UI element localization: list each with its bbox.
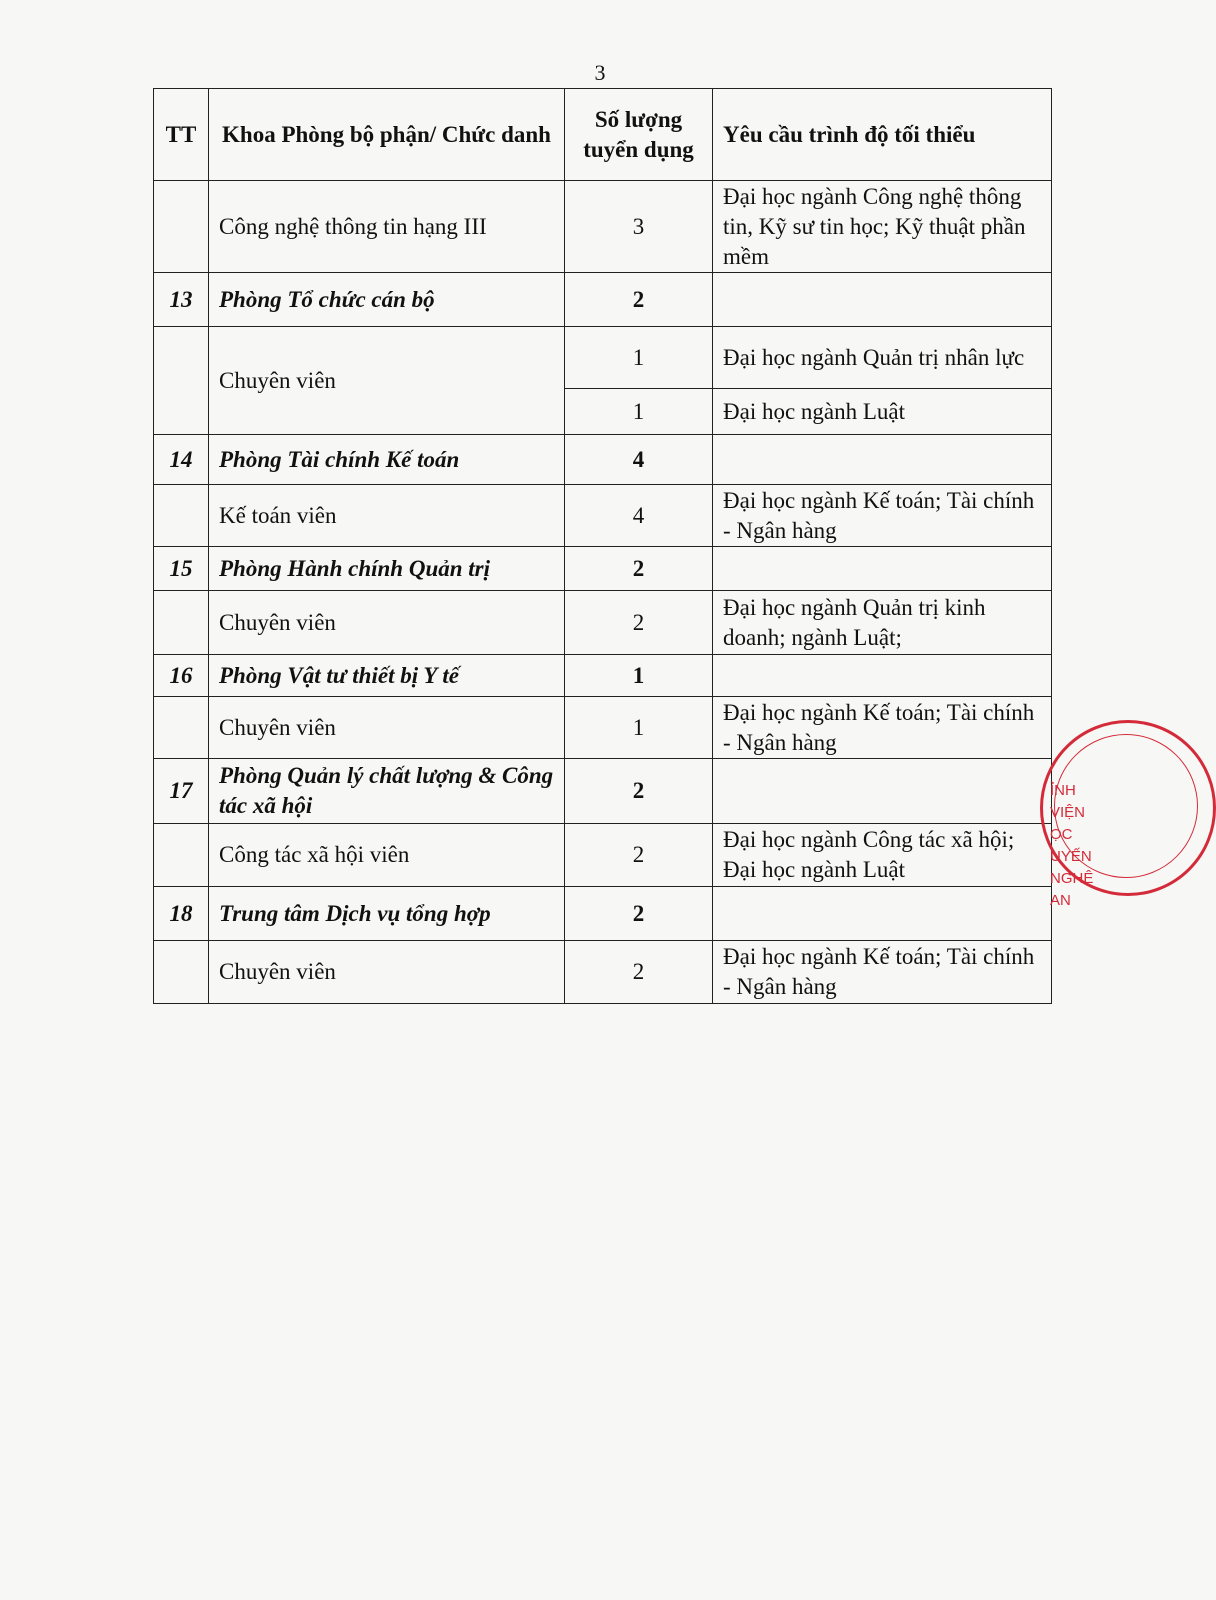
row-requirement: Đại học ngành Kế toán; Tài chính - Ngân hàng [713,485,1052,547]
official-seal [1040,700,1160,909]
row-tt: 18 [154,887,209,941]
row-count: 2 [565,887,713,941]
page-number: 3 [594,60,606,85]
department-row [154,273,1052,327]
row-tt: 17 [154,759,209,824]
row-tt [154,327,209,435]
seal-text: ỈNH VIỆN ỌC UYẾN NGHỆ AN [1050,782,1094,909]
row-requirement: Đại học ngành Quản trị nhân lực [713,327,1052,389]
header-tt: TT [154,89,209,181]
row-count: 2 [565,273,713,327]
row-position: Kế toán viên [209,485,565,547]
row-tt [154,485,209,547]
row-tt [154,941,209,1004]
row-requirement [713,887,1052,941]
row-position: Chuyên viên [209,941,565,1004]
row-tt: 14 [154,435,209,485]
row-tt: 15 [154,547,209,591]
row-tt [154,824,209,887]
row-requirement: Đại học ngành Công tác xã hội; Đại học ngành Luật [713,824,1052,887]
row-tt [154,181,209,273]
header-count: Số lượng tuyển dụng [565,89,713,181]
row-department: Phòng Tổ chức cán bộ [209,273,565,327]
table-row [154,485,1052,547]
row-department: Phòng Hành chính Quản trị [209,547,565,591]
department-row [154,435,1052,485]
department-row [154,547,1052,591]
table-row [154,591,1052,655]
row-requirement: Đại học ngành Kế toán; Tài chính - Ngân hàng [713,941,1052,1004]
row-department: Phòng Quản lý chất lượng & Công tác xã hội [209,759,565,824]
header-name: Khoa Phòng bộ phận/ Chức danh [209,89,565,181]
row-requirement [713,655,1052,697]
row-count: 1 [565,327,713,389]
department-row [154,655,1052,697]
table-header-row [154,89,1052,181]
row-position: Công tác xã hội viên [209,824,565,887]
table-row [154,941,1052,1004]
row-tt: 16 [154,655,209,697]
row-count: 2 [565,759,713,824]
row-requirement [713,435,1052,485]
row-requirement [713,273,1052,327]
row-count: 4 [565,485,713,547]
row-position: Công nghệ thông tin hạng III [209,181,565,273]
row-position: Chuyên viên [209,591,565,655]
row-tt [154,591,209,655]
department-row [154,759,1052,824]
row-count: 4 [565,435,713,485]
row-department: Phòng Tài chính Kế toán [209,435,565,485]
row-count: 1 [565,389,713,435]
row-requirement: Đại học ngành Luật [713,389,1052,435]
recruitment-table [153,88,1052,1004]
row-position: Chuyên viên [209,327,565,435]
table-row [154,824,1052,887]
row-count: 1 [565,655,713,697]
row-requirement: Đại học ngành Kế toán; Tài chính - Ngân hàng [713,697,1052,759]
row-count: 3 [565,181,713,273]
row-requirement: Đại học ngành Quản trị kinh doanh; ngành Luật; [713,591,1052,655]
row-count: 1 [565,697,713,759]
row-count: 2 [565,824,713,887]
row-requirement [713,547,1052,591]
row-department: Trung tâm Dịch vụ tổng hợp [209,887,565,941]
row-position: Chuyên viên [209,697,565,759]
row-count: 2 [565,591,713,655]
header-requirement: Yêu cầu trình độ tối thiểu [713,89,1052,181]
row-count: 2 [565,941,713,1004]
row-tt [154,697,209,759]
table-row [154,697,1052,759]
row-requirement [713,759,1052,824]
row-tt: 13 [154,273,209,327]
department-row [154,887,1052,941]
table-row [154,327,1052,389]
row-count: 2 [565,547,713,591]
table-row [154,181,1052,273]
row-department: Phòng Vật tư thiết bị Y tế [209,655,565,697]
row-requirement: Đại học ngành Công nghệ thông tin, Kỹ sư tin học; Kỹ thuật phần mềm [713,181,1052,273]
